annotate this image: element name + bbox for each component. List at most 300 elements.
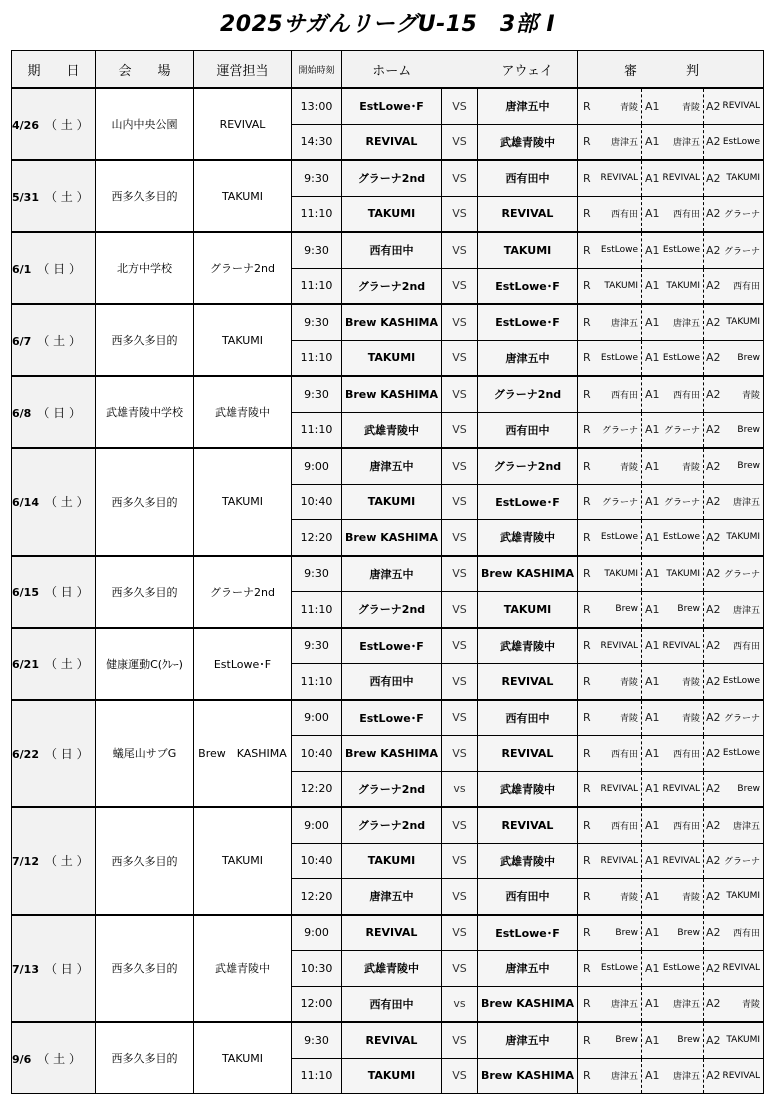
page-title: 2025サガんリーグU-15 3部 I <box>219 12 556 37</box>
assistant-1-team: EstLowe <box>662 963 700 974</box>
referee-cell <box>578 197 641 232</box>
referee-team: REVIVAL <box>600 783 638 794</box>
assistant-2-team: TAKUMI <box>726 891 760 902</box>
assistant-1-team: グラーナ <box>663 498 700 509</box>
assistant-1-team: EstLowe <box>662 352 700 363</box>
away-team: 武雄青陵中 <box>478 843 578 879</box>
date-value: 6/15 <box>12 586 39 599</box>
referee-team: Brew <box>615 1035 638 1046</box>
assistant-1-label: A1 <box>645 530 660 544</box>
referee-assignments <box>578 843 764 879</box>
assistant-2-team: EstLowe <box>722 748 760 759</box>
operator: グラーナ2nd <box>194 232 292 304</box>
start-time: 9:30 <box>292 1022 342 1058</box>
vs-label: VS <box>442 484 478 520</box>
referee-label: R <box>583 1033 591 1047</box>
assistant-1-label: A1 <box>645 207 660 221</box>
referee-assignments <box>578 268 764 304</box>
away-team: 武雄青陵中 <box>478 124 578 160</box>
assistant-1-team: EstLowe <box>662 245 700 256</box>
assistant-2-cell <box>703 233 763 268</box>
referee-label: R <box>583 567 591 581</box>
assistant-1-cell <box>641 701 703 736</box>
referee-team: 西有田 <box>610 749 638 760</box>
referee-team: EstLowe <box>600 352 638 363</box>
assistant-1-label: A1 <box>645 279 660 293</box>
vs-label: VS <box>442 160 478 196</box>
referee-cell <box>578 987 641 1022</box>
away-team: 武雄青陵中 <box>478 628 578 664</box>
vs-label: vs <box>442 986 478 1022</box>
away-team: Brew KASHIMA <box>478 1058 578 1094</box>
vs-label: VS <box>442 124 478 160</box>
referee-cell <box>578 413 641 448</box>
assistant-1-label: A1 <box>645 99 660 113</box>
assistant-2-label: A2 <box>706 639 721 653</box>
away-team: EstLowe･F <box>478 268 578 304</box>
referee-label: R <box>583 459 591 473</box>
away-team: REVIVAL <box>478 664 578 700</box>
referee-team: Brew <box>615 604 638 615</box>
assistant-1-team: 唐津五 <box>672 1072 700 1083</box>
assistant-2-cell <box>703 987 763 1022</box>
assistant-2-team: TAKUMI <box>726 173 760 184</box>
vs-label: VS <box>442 304 478 340</box>
home-team: Brew KASHIMA <box>342 376 442 412</box>
assistant-1-team: 唐津五 <box>672 138 700 149</box>
home-team: Brew KASHIMA <box>342 304 442 340</box>
match-date <box>12 88 96 160</box>
referee-team: 西有田 <box>610 821 638 832</box>
assistant-1-team: TAKUMI <box>666 280 700 291</box>
away-team: Brew KASHIMA <box>478 986 578 1022</box>
away-team: 唐津五中 <box>478 88 578 124</box>
match-row <box>12 700 764 736</box>
home-team: グラーナ2nd <box>342 771 442 807</box>
vs-label: VS <box>442 376 478 412</box>
start-time: 12:20 <box>292 771 342 807</box>
assistant-2-cell <box>703 197 763 232</box>
referee-label: R <box>583 387 591 401</box>
assistant-2-team: TAKUMI <box>726 1035 760 1046</box>
referee-label: R <box>583 315 591 329</box>
assistant-2-team: Brew <box>737 461 760 472</box>
assistant-1-cell <box>641 879 703 914</box>
assistant-1-team: REVIVAL <box>662 173 700 184</box>
assistant-2-cell <box>703 485 763 520</box>
home-team: グラーナ2nd <box>342 268 442 304</box>
assistant-2-team: グラーナ <box>723 210 760 221</box>
operator: EstLowe･F <box>194 628 292 700</box>
assistant-2-team: 唐津五 <box>732 821 760 832</box>
assistant-1-team: REVIVAL <box>662 855 700 866</box>
assistant-1-cell <box>641 341 703 376</box>
assistant-2-label: A2 <box>706 351 721 365</box>
date-value: 9/6 <box>12 1052 32 1066</box>
venue: 西多久多目的 <box>96 915 194 1023</box>
date-value: 7/12 <box>12 855 39 869</box>
assistant-1-team: Brew <box>677 1035 700 1046</box>
assistant-2-label: A2 <box>706 279 721 293</box>
referee-label: R <box>583 602 591 616</box>
referee-assignments <box>578 232 764 268</box>
referee-cell <box>578 161 641 196</box>
away-team: 西有田中 <box>478 700 578 736</box>
venue: 武雄青陵中学校 <box>96 376 194 448</box>
start-time: 11:10 <box>292 664 342 700</box>
assistant-2-cell <box>703 89 763 124</box>
assistant-1-label: A1 <box>645 926 660 940</box>
vs-label: VS <box>442 700 478 736</box>
start-time: 11:10 <box>292 268 342 304</box>
date-value: 4/26 <box>12 118 39 132</box>
date-value: 5/31 <box>12 190 39 204</box>
referee-assignments <box>578 736 764 772</box>
assistant-2-label: A2 <box>706 99 721 113</box>
referee-team: 西有田 <box>610 390 638 401</box>
assistant-1-cell <box>641 987 703 1022</box>
start-time: 12:20 <box>292 879 342 915</box>
home-team: 唐津五中 <box>342 556 442 592</box>
away-team: REVIVAL <box>478 807 578 843</box>
day-of-week: （ 土 ） <box>44 117 89 132</box>
home-team: REVIVAL <box>342 915 442 951</box>
referee-team: EstLowe <box>600 532 638 543</box>
home-team: グラーナ2nd <box>342 592 442 628</box>
referee-assignments <box>578 448 764 484</box>
venue: 西多久多目的 <box>96 160 194 232</box>
referee-label: R <box>583 854 591 868</box>
assistant-1-label: A1 <box>645 818 660 832</box>
date-value: 6/14 <box>12 496 39 510</box>
referee-label: R <box>583 243 591 257</box>
assistant-1-cell <box>641 736 703 771</box>
referee-label: R <box>583 423 591 437</box>
assistant-2-team: 西有田 <box>732 282 760 293</box>
away-team: TAKUMI <box>478 232 578 268</box>
away-team: 西有田中 <box>478 879 578 915</box>
match-date <box>12 807 96 915</box>
home-team: TAKUMI <box>342 843 442 879</box>
assistant-2-cell <box>703 125 763 160</box>
away-team: グラーナ2nd <box>478 376 578 412</box>
start-time: 10:40 <box>292 736 342 772</box>
start-time: 11:10 <box>292 1058 342 1094</box>
assistant-2-team: TAKUMI <box>726 317 760 328</box>
referee-assignments <box>578 1058 764 1094</box>
away-team: REVIVAL <box>478 736 578 772</box>
venue: 蟻尾山サブG <box>96 700 194 808</box>
referee-label: R <box>583 889 591 903</box>
match-date <box>12 376 96 448</box>
start-time: 11:10 <box>292 340 342 376</box>
assistant-1-label: A1 <box>645 711 660 725</box>
assistant-2-cell <box>703 520 763 555</box>
assistant-2-label: A2 <box>706 530 721 544</box>
header-operator: 運営担当 <box>194 51 292 89</box>
assistant-1-cell <box>641 951 703 986</box>
referee-label: R <box>583 926 591 940</box>
assistant-1-team: グラーナ <box>663 426 700 437</box>
day-of-week: （ 土 ） <box>37 1051 81 1066</box>
match-row <box>12 1022 764 1058</box>
header-time: 開始時刻 <box>292 51 342 89</box>
assistant-1-cell <box>641 520 703 555</box>
match-row <box>12 807 764 843</box>
assistant-1-cell <box>641 808 703 843</box>
assistant-1-cell <box>641 305 703 340</box>
referee-assignments <box>578 412 764 448</box>
assistant-1-team: REVIVAL <box>662 640 700 651</box>
assistant-1-team: 青陵 <box>681 677 700 688</box>
assistant-1-team: 青陵 <box>681 714 700 725</box>
assistant-2-label: A2 <box>706 602 721 616</box>
home-team: 西有田中 <box>342 664 442 700</box>
day-of-week: （ 日 ） <box>37 405 81 420</box>
referee-label: R <box>583 171 591 185</box>
assistant-2-label: A2 <box>706 889 721 903</box>
referee-assignments <box>578 304 764 340</box>
vs-label: VS <box>442 232 478 268</box>
header-home: ホーム <box>342 51 442 89</box>
away-team: 西有田中 <box>478 412 578 448</box>
vs-label: VS <box>442 628 478 664</box>
start-time: 9:30 <box>292 556 342 592</box>
home-team: Brew KASHIMA <box>342 736 442 772</box>
start-time: 9:30 <box>292 304 342 340</box>
start-time: 11:10 <box>292 592 342 628</box>
home-team: EstLowe･F <box>342 88 442 124</box>
start-time: 14:30 <box>292 124 342 160</box>
vs-label: VS <box>442 951 478 987</box>
referee-assignments <box>578 628 764 664</box>
match-row <box>12 232 764 268</box>
assistant-2-team: 唐津五 <box>732 605 760 616</box>
venue: 西多久多目的 <box>96 304 194 376</box>
assistant-1-label: A1 <box>645 171 660 185</box>
assistant-1-team: 西有田 <box>672 821 700 832</box>
referee-assignments <box>578 915 764 951</box>
assistant-2-label: A2 <box>706 423 721 437</box>
assistant-1-label: A1 <box>645 746 660 760</box>
assistant-2-cell <box>703 557 763 592</box>
referee-label: R <box>583 99 591 113</box>
referee-cell <box>578 233 641 268</box>
match-date <box>12 448 96 556</box>
referee-assignments <box>578 1022 764 1058</box>
referee-cell <box>578 269 641 304</box>
vs-label: VS <box>442 915 478 951</box>
assistant-2-label: A2 <box>706 315 721 329</box>
start-time: 11:10 <box>292 412 342 448</box>
assistant-2-label: A2 <box>706 171 721 185</box>
vs-label: VS <box>442 807 478 843</box>
referee-team: 唐津五 <box>610 1072 638 1083</box>
match-row <box>12 304 764 340</box>
assistant-2-label: A2 <box>706 387 721 401</box>
referee-cell <box>578 520 641 555</box>
vs-label: VS <box>442 412 478 448</box>
referee-cell <box>578 736 641 771</box>
operator: Brew KASHIMA <box>194 700 292 808</box>
home-team: TAKUMI <box>342 340 442 376</box>
assistant-2-label: A2 <box>706 674 721 688</box>
assistant-2-label: A2 <box>706 746 721 760</box>
assistant-2-cell <box>703 772 763 807</box>
referee-team: 青陵 <box>619 462 638 473</box>
home-team: グラーナ2nd <box>342 160 442 196</box>
assistant-1-cell <box>641 377 703 412</box>
assistant-2-label: A2 <box>706 243 721 257</box>
home-team: 西有田中 <box>342 232 442 268</box>
assistant-1-label: A1 <box>645 602 660 616</box>
referee-cell <box>578 89 641 124</box>
assistant-2-cell <box>703 305 763 340</box>
match-date <box>12 1022 96 1094</box>
assistant-1-label: A1 <box>645 1069 660 1083</box>
assistant-2-team: Brew <box>737 783 760 794</box>
away-team: 唐津五中 <box>478 340 578 376</box>
start-time: 10:30 <box>292 951 342 987</box>
referee-cell <box>578 844 641 879</box>
referee-team: TAKUMI <box>604 280 638 291</box>
referee-cell <box>578 951 641 986</box>
referee-assignments <box>578 376 764 412</box>
referee-assignments <box>578 771 764 807</box>
assistant-2-cell <box>703 844 763 879</box>
vs-label: VS <box>442 448 478 484</box>
match-date <box>12 232 96 304</box>
day-of-week: （ 土 ） <box>44 854 89 869</box>
referee-team: 唐津五 <box>610 1000 638 1011</box>
assistant-2-cell <box>703 377 763 412</box>
assistant-2-label: A2 <box>706 711 721 725</box>
venue: 健康運動C(ｸﾚｰ) <box>96 628 194 700</box>
start-time: 9:30 <box>292 376 342 412</box>
away-team: TAKUMI <box>478 592 578 628</box>
date-value: 6/8 <box>12 406 32 420</box>
assistant-1-cell <box>641 844 703 879</box>
vs-label: VS <box>442 1022 478 1058</box>
referee-cell <box>578 485 641 520</box>
assistant-1-cell <box>641 916 703 951</box>
match-date <box>12 915 96 1023</box>
operator: 武雄青陵中 <box>194 915 292 1023</box>
day-of-week: （ 土 ） <box>44 189 89 204</box>
referee-label: R <box>583 639 591 653</box>
operator: TAKUMI <box>194 1022 292 1094</box>
header-vs-spacer <box>442 51 478 89</box>
vs-label: VS <box>442 520 478 556</box>
assistant-2-team: REVIVAL <box>722 101 760 112</box>
assistant-2-cell <box>703 1023 763 1058</box>
operator: グラーナ2nd <box>194 556 292 628</box>
match-date <box>12 304 96 376</box>
vs-label: VS <box>442 843 478 879</box>
assistant-2-label: A2 <box>706 926 721 940</box>
referee-label: R <box>583 279 591 293</box>
vs-label: VS <box>442 88 478 124</box>
referee-team: REVIVAL <box>600 640 638 651</box>
away-team: EstLowe･F <box>478 304 578 340</box>
referee-label: R <box>583 818 591 832</box>
header-date: 期 日 <box>12 51 96 89</box>
home-team: EstLowe･F <box>342 700 442 736</box>
referee-assignments <box>578 340 764 376</box>
assistant-1-label: A1 <box>645 674 660 688</box>
header-venue: 会 場 <box>96 51 194 89</box>
start-time: 10:40 <box>292 484 342 520</box>
assistant-2-label: A2 <box>706 135 721 149</box>
home-team: 武雄青陵中 <box>342 412 442 448</box>
assistant-2-team: EstLowe <box>722 136 760 147</box>
referee-label: R <box>583 1069 591 1083</box>
referee-cell <box>578 592 641 627</box>
start-time: 13:00 <box>292 88 342 124</box>
referee-label: R <box>583 997 591 1011</box>
away-team: 唐津五中 <box>478 951 578 987</box>
referee-team: 青陵 <box>619 102 638 113</box>
assistant-2-label: A2 <box>706 782 721 796</box>
away-team: EstLowe･F <box>478 484 578 520</box>
assistant-1-label: A1 <box>645 961 660 975</box>
vs-label: VS <box>442 736 478 772</box>
referee-assignments <box>578 879 764 915</box>
start-time: 11:10 <box>292 196 342 232</box>
assistant-2-team: グラーナ <box>723 570 760 581</box>
vs-label: VS <box>442 592 478 628</box>
referee-team: 西有田 <box>610 210 638 221</box>
assistant-1-label: A1 <box>645 889 660 903</box>
header-away: アウェイ <box>478 51 578 89</box>
assistant-2-cell <box>703 592 763 627</box>
assistant-1-label: A1 <box>645 459 660 473</box>
referee-cell <box>578 125 641 160</box>
venue: 山内中央公園 <box>96 88 194 160</box>
assistant-2-team: Brew <box>737 352 760 363</box>
home-team: 唐津五中 <box>342 879 442 915</box>
assistant-1-team: 青陵 <box>681 892 700 903</box>
operator: TAKUMI <box>194 448 292 556</box>
home-team: TAKUMI <box>342 1058 442 1094</box>
day-of-week: （ 土 ） <box>44 657 89 671</box>
assistant-1-label: A1 <box>645 495 660 509</box>
referee-label: R <box>583 961 591 975</box>
referee-cell <box>578 772 641 807</box>
assistant-1-label: A1 <box>645 782 660 796</box>
vs-label: VS <box>442 268 478 304</box>
assistant-1-team: EstLowe <box>662 532 700 543</box>
header-row <box>12 51 764 89</box>
home-team: グラーナ2nd <box>342 807 442 843</box>
assistant-2-team: 青陵 <box>741 1000 760 1011</box>
assistant-2-team: 西有田 <box>732 642 760 653</box>
assistant-1-label: A1 <box>645 423 660 437</box>
assistant-1-label: A1 <box>645 567 660 581</box>
referee-label: R <box>583 746 591 760</box>
vs-label: VS <box>442 879 478 915</box>
date-value: 6/7 <box>12 334 32 348</box>
assistant-1-team: REVIVAL <box>662 783 700 794</box>
assistant-2-label: A2 <box>706 495 721 509</box>
assistant-2-cell <box>703 1059 763 1094</box>
home-team: 唐津五中 <box>342 448 442 484</box>
referee-cell <box>578 305 641 340</box>
assistant-2-cell <box>703 161 763 196</box>
assistant-2-label: A2 <box>706 818 721 832</box>
schedule-table <box>11 50 764 1094</box>
home-team: 武雄青陵中 <box>342 951 442 987</box>
